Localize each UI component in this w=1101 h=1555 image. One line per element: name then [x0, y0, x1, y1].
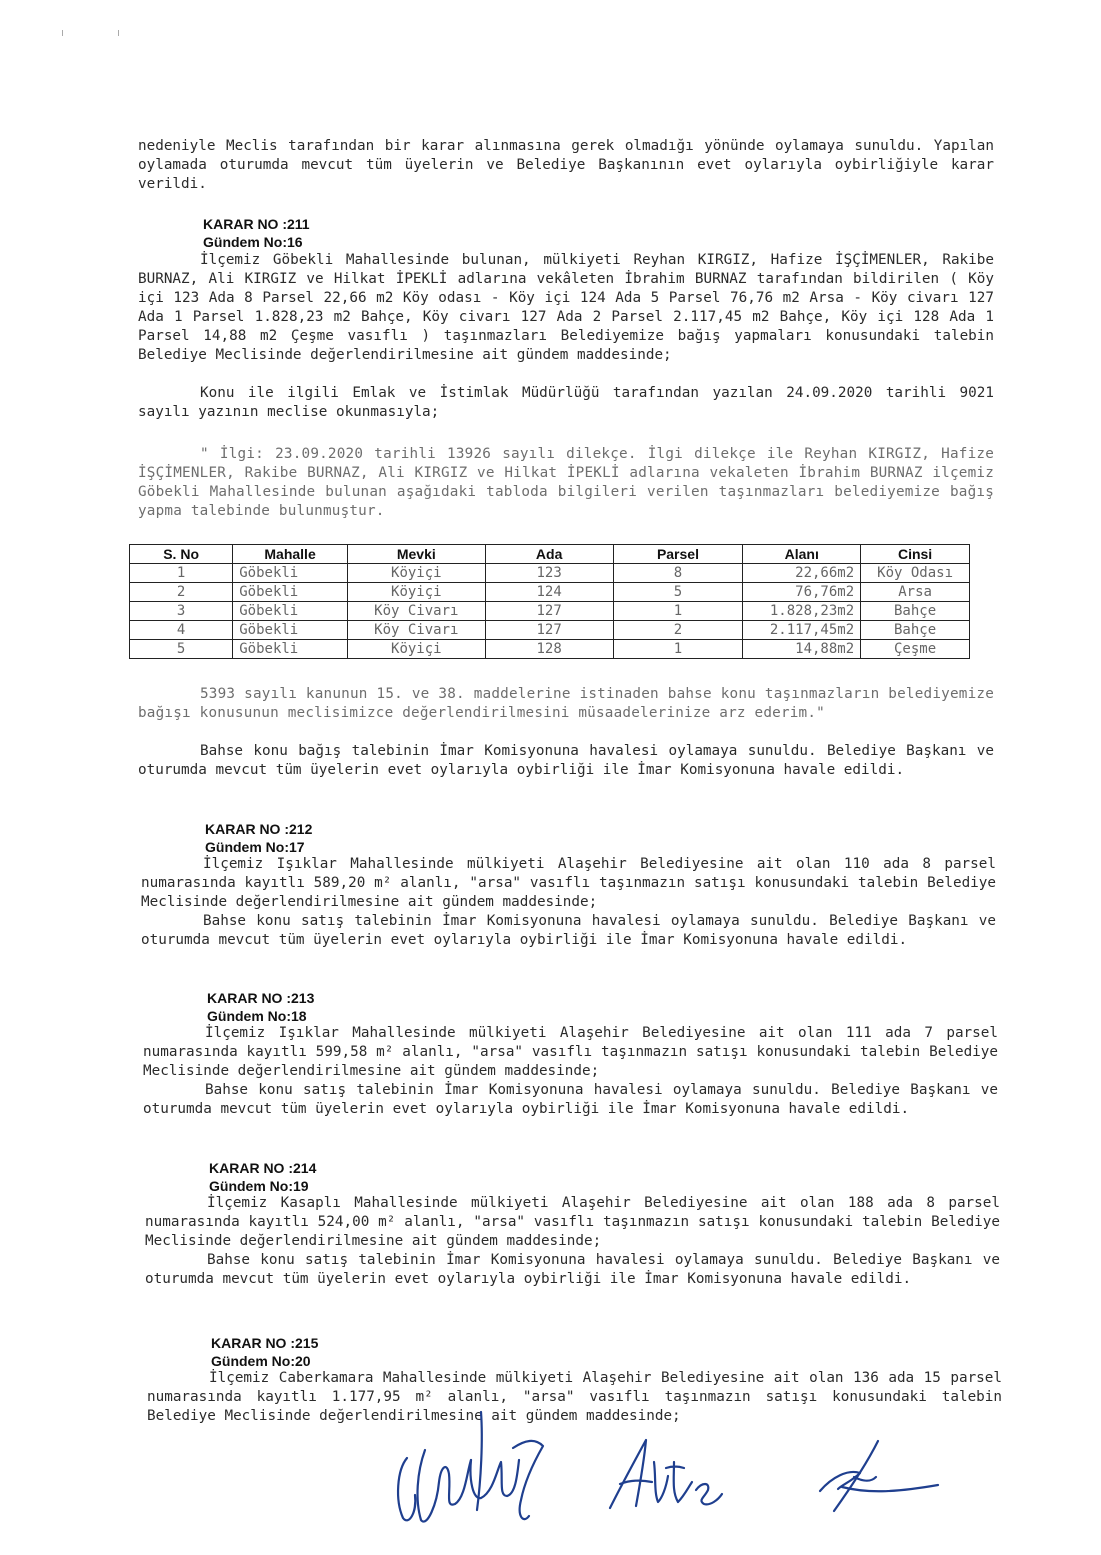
- table-cell: 127: [485, 621, 613, 640]
- table-cell: Çeşme: [861, 640, 970, 659]
- petition-closing: 5393 sayılı kanunun 15. ve 38. maddelerine istinaden bahse konu taşınmazların belediyemize bağışı konusunun meclisimizce değerlendirilmesini müsaadelerinize arz ederim.": [138, 686, 994, 721]
- table-cell: 5: [130, 640, 233, 659]
- table-cell: 1: [130, 564, 233, 583]
- table-cell: 4: [130, 621, 233, 640]
- scan-mark: [62, 30, 63, 36]
- decision-number: KARAR NO :212: [205, 821, 313, 837]
- table-cell: 1.828,23m2: [743, 602, 861, 621]
- signature-3: [812, 1437, 952, 1517]
- table-cell: Köy Civarı: [347, 621, 485, 640]
- decision-number: KARAR NO :213: [207, 990, 315, 1006]
- table-cell: 14,88m2: [743, 640, 861, 659]
- table-header-row: [130, 545, 970, 564]
- signature-1: [385, 1400, 575, 1530]
- table-cell: Köy Odası: [861, 564, 970, 583]
- table-row: [130, 602, 970, 621]
- decision-number: KARAR NO :211: [203, 216, 310, 232]
- decision-reference: Konu ile ilgili Emlak ve İstimlak Müdürlüğü tarafından yazılan 24.09.2020 tarihli 9021 sayılı yazının meclise okunmasıyla;: [138, 385, 994, 420]
- column-header: S. No: [130, 545, 233, 564]
- table-cell: 1: [613, 640, 743, 659]
- intro-paragraph: nedeniyle Meclis tarafından bir karar alınmasına gerek olmadığı yönünde oylamaya sunuldu. Yapılan oylamada oturumda mevcut tüm üyelerin ve Belediye Başkanının evet oylarıyla oybirliğiyle karar verildi.: [138, 138, 994, 192]
- decision-number: KARAR NO :214: [209, 1160, 317, 1176]
- agenda-number: Gündem No:20: [211, 1353, 311, 1369]
- table-cell: 2: [130, 583, 233, 602]
- table-cell: 128: [485, 640, 613, 659]
- table-cell: 3: [130, 602, 233, 621]
- table-cell: Köyiçi: [347, 640, 485, 659]
- table-cell: Göbekli: [233, 621, 348, 640]
- agenda-number: Gündem No:17: [205, 839, 305, 855]
- table-row: [130, 640, 970, 659]
- table-cell: Göbekli: [233, 640, 348, 659]
- table-cell: 1: [613, 602, 743, 621]
- parcel-table: [129, 544, 970, 659]
- table-cell: Göbekli: [233, 564, 348, 583]
- table-cell: 123: [485, 564, 613, 583]
- decision-body: İlçemiz Göbekli Mahallesinde bulunan, mülkiyeti Reyhan KIRGIZ, Hafize İŞÇİMENLER, Rakibe BURNAZ, Ali KIRGIZ ve Hilkat İPEKLİ adlarına vekâleten İbrahim BURNAZ tarafından bildirilen ( Köy içi 123 Ada 8 Parsel 22,66 m2 Köy odası - Köy içi 124 Ada 5 Parsel 76,76 m2 Arsa - Köy civarı 127 Ada 1 Parsel 1.828,23 m2 Bahçe, Köy civarı 127 Ada 2 Parsel 2.117,45 m2 Bahçe, Köy içi 128 Ada 1 Parsel 14,88 m2 Çeşme vasıflı ) taşınmazları Belediyemize bağış yapmaları konusundaki talebin Belediye Meclisinde değerlendirilmesine ait gündem maddesinde;: [138, 252, 994, 363]
- decision-body: İlçemiz Işıklar Mahallesinde mülkiyeti Alaşehir Belediyesine ait olan 110 ada 8 parsel numarasında kayıtlı 589,20 m² alanlı, "arsa" vasıflı taşınmazın satışı konusundaki talebin Belediye Meclisinde değerlendirilmesine ait gündem maddesinde;: [141, 856, 996, 910]
- decision-body: İlçemiz Kasaplı Mahallesinde mülkiyeti Alaşehir Belediyesine ait olan 188 ada 8 parsel numarasında kayıtlı 524,00 m² alanlı, "arsa" vasıflı taşınmazın satışı konusundaki talebin Belediye Meclisinde değerlendirilmesine ait gündem maddesinde;: [145, 1195, 1000, 1249]
- table-cell: Arsa: [861, 583, 970, 602]
- table-cell: 2.117,45m2: [743, 621, 861, 640]
- agenda-number: Gündem No:19: [209, 1178, 309, 1194]
- table-cell: 76,76m2: [743, 583, 861, 602]
- column-header: Parsel: [613, 545, 743, 564]
- decision-number: KARAR NO :215: [211, 1335, 319, 1351]
- table-cell: 8: [613, 564, 743, 583]
- table-row: [130, 564, 970, 583]
- scan-mark: [118, 30, 119, 36]
- column-header: Ada: [485, 545, 613, 564]
- decision-result: Bahse konu satış talebinin İmar Komisyonuna havalesi oylamaya sunuldu. Belediye Başkanı ve oturumda mevcut tüm üyelerin evet oylarıyla oybirliği ile İmar Komisyonuna havale edildi.: [141, 913, 996, 948]
- decision-result: Bahse konu satış talebinin İmar Komisyonuna havalesi oylamaya sunuldu. Belediye Başkanı ve oturumda mevcut tüm üyelerin evet oylarıyla oybirliği ile İmar Komisyonuna havale edildi.: [143, 1082, 998, 1117]
- table-cell: Köyiçi: [347, 583, 485, 602]
- table-cell: Bahçe: [861, 602, 970, 621]
- column-header: Cinsi: [861, 545, 970, 564]
- table-cell: Göbekli: [233, 583, 348, 602]
- decision-result: Bahse konu satış talebinin İmar Komisyonuna havalesi oylamaya sunuldu. Belediye Başkanı ve oturumda mevcut tüm üyelerin evet oylarıyla oybirliği ile İmar Komisyonuna havale edildi.: [145, 1252, 1000, 1287]
- decision-body: İlçemiz Işıklar Mahallesinde mülkiyeti Alaşehir Belediyesine ait olan 111 ada 7 parsel numarasında kayıtlı 599,58 m² alanlı, "arsa" vasıflı taşınmazın satışı konusundaki talebin Belediye Meclisinde değerlendirilmesine ait gündem maddesinde;: [143, 1025, 998, 1079]
- agenda-number: Gündem No:16: [203, 234, 303, 250]
- table-cell: Köy Civarı: [347, 602, 485, 621]
- signature-2: [600, 1432, 730, 1520]
- column-header: Mevki: [347, 545, 485, 564]
- decision-result: Bahse konu bağış talebinin İmar Komisyonuna havalesi oylamaya sunuldu. Belediye Başkanı ve oturumda mevcut tüm üyelerin evet oylarıyla oybirliği ile İmar Komisyonuna havale edildi.: [138, 743, 994, 778]
- agenda-number: Gündem No:18: [207, 1008, 307, 1024]
- table-row: [130, 583, 970, 602]
- table-cell: Göbekli: [233, 602, 348, 621]
- decision-body: İlçemiz Caberkamara Mahallesinde mülkiyeti Alaşehir Belediyesine ait olan 136 ada 15 parsel numarasında kayıtlı 1.177,95 m² alanlı, "arsa" vasıflı taşınmazın satışı konusundaki talebin Belediye Meclisinde değerlendirilmesine ait gündem maddesinde;: [147, 1370, 1002, 1424]
- table-cell: 124: [485, 583, 613, 602]
- table-cell: 2: [613, 621, 743, 640]
- table-cell: 22,66m2: [743, 564, 861, 583]
- table-row: [130, 621, 970, 640]
- column-header: Mahalle: [233, 545, 348, 564]
- column-header: Alanı: [743, 545, 861, 564]
- table-cell: 127: [485, 602, 613, 621]
- table-cell: Bahçe: [861, 621, 970, 640]
- table-cell: Köyiçi: [347, 564, 485, 583]
- table-cell: 5: [613, 583, 743, 602]
- petition-quote: " İlgi: 23.09.2020 tarihli 13926 sayılı dilekçe. İlgi dilekçe ile Reyhan KIRGIZ, Hafize İŞÇİMENLER, Rakibe BURNAZ, Ali KIRGIZ ve Hilkat İPEKLİ adlarına vekaleten İbrahim BURNAZ ilçemiz Göbekli Mahallesinde bulunan aşağıdaki tabloda bilgileri verilen taşınmazları belediyemize bağış yapma talebinde bulunmuştur.: [138, 446, 994, 519]
